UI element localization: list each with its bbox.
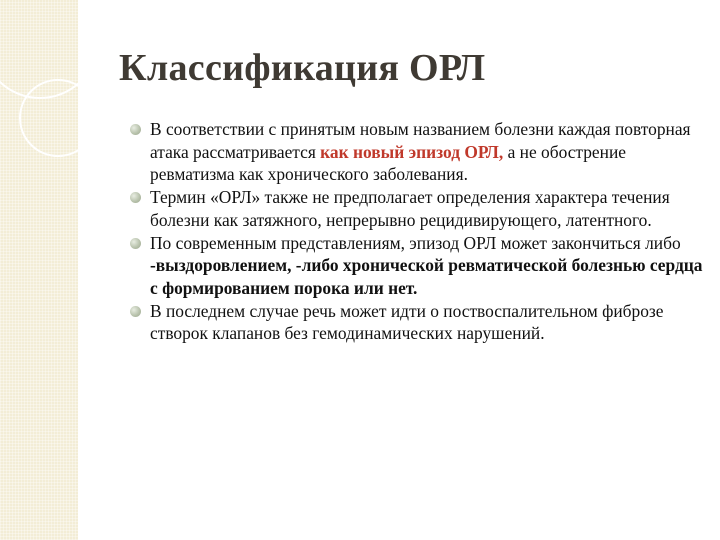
decorative-circles (0, 0, 78, 540)
bullet-item-3 (130, 232, 705, 300)
bullet-2-text: Термин «ОРЛ» также не предполагает определения характера течения болезни как затяжного, непрерывно рецидивирующего, латентного. (150, 187, 670, 230)
bullet-icon (130, 124, 141, 135)
bullet-item-4 (130, 300, 705, 345)
bullet-item-2 (130, 186, 705, 231)
decorative-side-band (0, 0, 78, 540)
bullet-icon (130, 306, 141, 317)
bullet-icon (130, 192, 141, 203)
bullet-list (130, 118, 705, 345)
bullet-item-1 (130, 118, 705, 186)
bullet-1-highlight: как новый эпизод ОРЛ, (320, 141, 504, 162)
bullet-3-bold: -выздоровлением, -либо хронической ревматической болезнью сердца с формированием порока или нет. (150, 255, 703, 298)
bullet-1-text-end: а не обострение ревматизма как хронического заболевания. (150, 141, 626, 185)
bullet-icon (130, 238, 141, 249)
bullet-3-text-start: По современным представлениям, эпизод ОРЛ может закончиться либо (150, 232, 681, 253)
bullet-4-text: В последнем случае речь может идти о поствоспалительном фиброзе створок клапанов без гемодинамических нарушений. (150, 300, 664, 344)
bullet-1-text-start: В соответствии с принятым новым названием болезни каждая повторная атака рассматривается (150, 119, 691, 162)
slide-title: Классификация ОРЛ (119, 47, 486, 89)
